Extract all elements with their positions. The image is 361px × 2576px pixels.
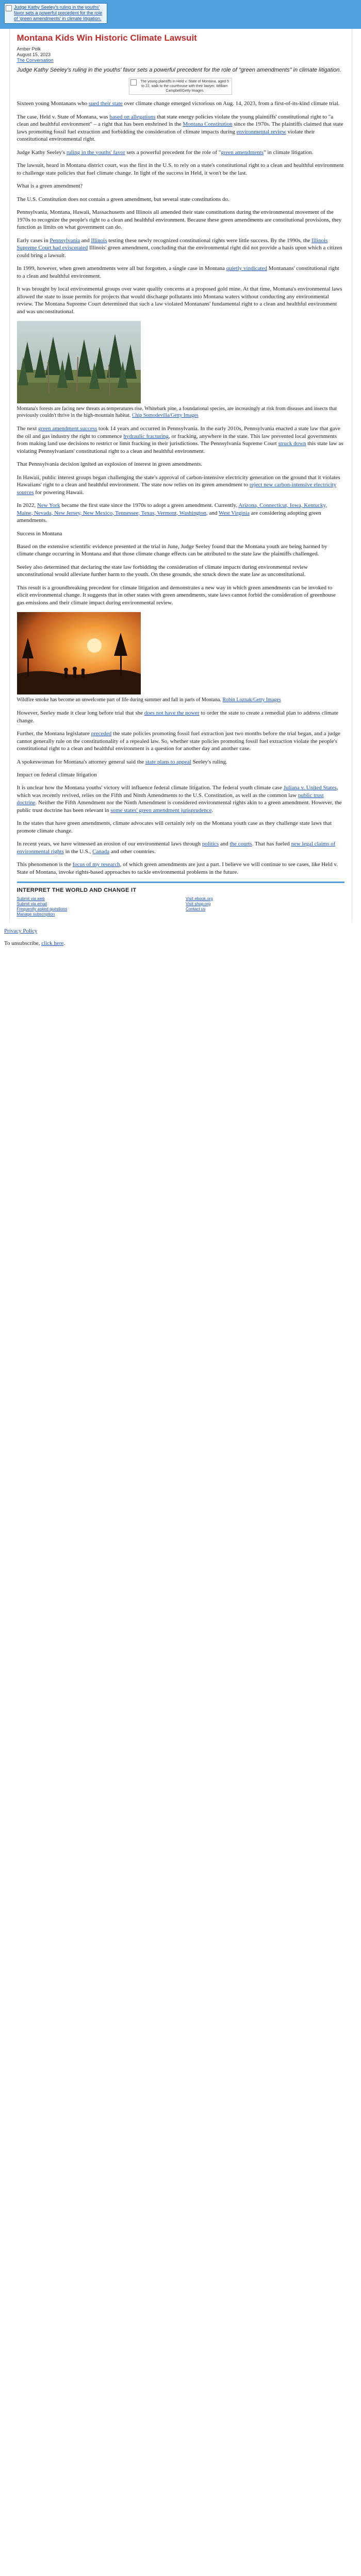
section-heading: What is a green amendment? [17, 183, 83, 189]
footer-link[interactable]: Submit via email [17, 902, 47, 906]
hero-caption: The young plaintiffs in Held v. State of Montana, aged 5 to 22, walk to the courthouse with their lawyer. William Campbell/Getty Images [140, 80, 229, 93]
photo-credit-link[interactable]: Robin Loznak/Getty Images [222, 697, 281, 703]
inline-link[interactable]: public trust doctrine [17, 792, 324, 806]
photo-caption: Wildfire smoke has become an unwelcome part of life during summer and fall in parts of Montana. Robin Loznak/Getty Images [17, 697, 281, 703]
paragraph: In Hawaii, public interest groups began challenging the state's approval of carbon-intensive electricity generation on the ground that it violates Hawaiians' right to a clean and healthful environment. The state now relies on its green amendment to reject new carbon-intensive electricity sources for powering Hawaii. [17, 474, 340, 496]
article-title: Montana Kids Win Historic Climate Lawsuit [17, 33, 197, 43]
paragraph: The next green amendment success took 14 years and occurred in Pennsylvania. In the early 2010s, Pennsylvania enacted a state law that gave the oil and gas industry the right to commence hydraulic fracturing, or fracking, anywhere in the state. This law prevented local governments from making land use decisions to restrict or limit fracking in their jurisdictions. The Pennsylvania Supreme Court struck down this state law as violating Pennsylvanians' constitutional right to a clean and healthful environment. [17, 426, 343, 454]
forest-photo-art [17, 321, 141, 403]
unsubscribe-line: To unsubscribe, click here. [4, 940, 65, 946]
publish-date: August 15, 2023 [17, 52, 51, 57]
article-container [9, 29, 352, 922]
paragraph: Judge Kathy Seeley's ruling in the youths' favor sets a powerful precedent for the role of "green amendments" in climate litigation. [17, 149, 314, 156]
inline-link[interactable]: West Virginia [218, 510, 250, 516]
paragraph: Pennsylvania, Montana, Hawaii, Massachusetts and Illinois all amended their state constitutions during the environmental movement of the 1970s to recognize the people's right to a clean and healthful environment. Because these green amendments are constitutional provisions, they function as limits on what government can do. [17, 209, 342, 230]
footer-link[interactable]: Frequently asked questions [17, 907, 68, 911]
paragraph: It was brought by local environmental groups over water quality concerns at a proposed gold mine. At that time, Montana's environmental laws allowed the state to issue permits for projects that would discharge pollutants into Montana waters without conducting any environmental review. The Montana Supreme Court determined that such a law violated Montanans' fundamental right to a clean and healthful environment and was unconstitutional. [17, 286, 342, 315]
hero-image [129, 78, 232, 95]
article-dek: Judge Kathy Seeley's ruling in the youths' favor sets a powerful precedent for the role of "green amendments" in climate litigation. [17, 67, 341, 73]
inline-link[interactable]: ruling in the youths' favor [66, 149, 125, 156]
inline-link[interactable]: state plans to appeal [145, 758, 191, 765]
paragraph: It is unclear how the Montana youths' victory will influence federal climate litigation. The federal youth climate case Juliana v. United States, which was recently revived, relies on the Fifth and Ninth Amendments to the U.S. Constitution, as well as the common law public trust doctrine. Neither the Fifth Amendment nor the Ninth Amendment is considered environmental rights akin to a green amendment. However, the public trust doctrine has been relevant in some states' green amendment jurisprudence. [17, 785, 342, 814]
inline-link[interactable]: Montana Constitution [183, 121, 233, 127]
paragraph: In 1999, however, when green amendments were all but forgotten, a single case in Montana quietly vindicated Montanans' constitutional right to a clean and healthful environment. [17, 265, 339, 279]
paragraph: The lawsuit, heard in Montana district court, was the first in the U.S. to rely on a state's constitutional right to a clean and healthful environment to challenge state policies that fuel climate change. In light of the success in Held, it won't be the last. [17, 162, 344, 176]
paragraph: In 2022, New York became the first state since the 1970s to adopt a green amendment. Currently, Arizona, Connecticut, Iowa, Kentucky, Maine, Nevada, New Jersey, New Mexico, Tennessee, Texas, Vermont, Washington, and West Virginia are considering adopting green amendments. [17, 502, 327, 523]
paragraph: This result is a groundbreaking precedent for climate litigation and demonstrates a new way in which green amendments can be invoked to elicit environmental change. It suggests that in other states with green amendments, state laws cannot forbid the consideration of greenhouse gas emissions and their climate impact during environmental review. [17, 584, 336, 606]
section-heading: Impact on federal climate litigation [17, 772, 97, 778]
footer-title: INTERPRET THE WORLD AND CHANGE IT [17, 887, 137, 893]
paragraph: In the states that have green amendments, climate advocates will certainly rely on the Montana youth case as they challenge state laws that promote climate change. [17, 820, 332, 834]
paragraph: Seeley also determined that declaring the state law forbidding the consideration of climate impacts during environmental review unconstitutional would alleviate further harm to the youth. On these grounds, she struck down the state law as unconstitutional. [17, 564, 308, 578]
paragraph: Sixteen young Montanans who sued their state over climate change emerged victorious on Aug. 14, 2023, from a first-of-its-kind climate trial. [17, 100, 340, 107]
inline-link[interactable]: based on allegations [109, 113, 156, 120]
privacy-policy-link[interactable]: Privacy Policy [4, 928, 38, 934]
footer-link[interactable]: Manage subscription [17, 912, 55, 917]
unsubscribe-link[interactable]: click here [41, 940, 64, 946]
inline-link[interactable]: green amendments [221, 149, 264, 156]
inline-link[interactable]: the courts [229, 841, 252, 847]
email-bottom [0, 922, 361, 959]
header-image-alt: Judge Kathy Seeley's ruling in the youths' favor sets a powerful precedent for the role of 'green amendments' in climate litigation. [14, 5, 103, 21]
inline-link[interactable]: struck down [278, 440, 306, 447]
paragraph: The U.S. Constitution does not contain a green amendment, but several state constitutions do. [17, 196, 229, 202]
inline-link[interactable]: reject new carbon-intensive electricity sources [17, 482, 337, 496]
forest-photo [17, 321, 141, 403]
inline-link[interactable]: new legal claims of environmental rights [17, 841, 336, 855]
footer-link[interactable]: Visit shop.org [186, 902, 211, 906]
inline-link[interactable]: quietly vindicated [226, 265, 267, 272]
inline-link[interactable]: Arizona, Connecticut, Iowa, Kentucky, Maine, Nevada, New Jersey, New Mexico, Tennessee, Texas, Vermont, Washington, [17, 502, 327, 516]
inline-link[interactable]: green amendment success [38, 426, 97, 432]
inline-link[interactable]: does not have the power [144, 710, 200, 716]
inline-link[interactable]: Illinois Supreme Court had eviscerated [17, 237, 328, 251]
inline-link[interactable]: Juliana v. United States [283, 785, 337, 791]
inline-link[interactable]: some states' green amendment jurisprudence [110, 807, 212, 814]
section-heading: Success in Montana [17, 530, 62, 537]
footer-link[interactable]: Submit via web [17, 896, 45, 901]
footer-links [17, 896, 344, 917]
paragraph: A spokeswoman for Montana's attorney general said the state plans to appeal Seeley's ruling. [17, 758, 227, 765]
photo-credit-link[interactable]: Chip Somodevilla/Getty Images [132, 413, 199, 418]
photo-caption: Montana's forests are facing new threats as temperatures rise. Whitebark pine, a foundational species, are increasingly at risk from diseases and insects that previously couldn't thrive in the high-mountain habitat. Chip Somodevilla/Getty Images [17, 406, 337, 418]
paragraph: Based on the extensive scientific evidence presented at the trial in June, Judge Seeley found that the Montana youth are being harmed by climate change occurring in Montana and that those climate change effects can be attributed to the state law the plaintiffs challenged. [17, 543, 327, 557]
broken-image-icon [130, 79, 137, 86]
paragraph: That Pennsylvania decision ignited an explosion of interest in green amendments. [17, 461, 203, 467]
inline-link[interactable]: New York [37, 502, 60, 509]
paragraph: However, Seeley made it clear long before trial that she does not have the power to order the state to create a remedial plan to address climate change. [17, 710, 339, 724]
header-image-link[interactable] [4, 3, 107, 24]
inline-link[interactable]: politics [202, 841, 219, 847]
inline-link[interactable]: sued their state [88, 100, 123, 107]
byline [17, 46, 344, 63]
paragraph: Early cases in Pennsylvania and Illinois testing these newly recognized constitutional rights were little success. By the 1990s, the Illinois Supreme Court had eviscerated Illinois' green amendment, concluding that the environmental right did not provide a basis upon which a citizen could bring a lawsuit. [17, 237, 342, 259]
paragraph: This phenomenon is the focus of my research, of which green amendments are just a part. I believe we will continue to see cases, like Held v. State of Montana, invoke rights-based approaches to tackle environmental problems in the future. [17, 861, 338, 875]
inline-link[interactable]: environmental review [236, 128, 286, 135]
footer-link[interactable]: Visit ebook.org [186, 896, 213, 901]
email-header-bar [0, 0, 361, 29]
inline-link[interactable]: focus of my research [72, 861, 120, 868]
newsletter-footer [17, 882, 344, 917]
source-link[interactable]: The Conversation [17, 58, 54, 63]
author: Amber Polk [17, 46, 41, 52]
inline-link[interactable]: preceded [91, 731, 112, 737]
inline-link[interactable]: hydraulic fracturing [123, 433, 169, 439]
inline-link[interactable]: Canada [92, 848, 110, 855]
broken-image-icon [6, 5, 12, 11]
paragraph: The case, Held v. State of Montana, was based on allegations that state energy policies violate the young plaintiffs' constitutional right to "a clean and healthful environment" – a right that has been enshrined in the Montana Constitution since the 1970s. The plaintiffs claimed that state laws promoting fossil fuel extraction and forbidding the consideration of climate impacts during environmental review violate their constitutional environmental right. [17, 113, 343, 142]
wildfire-photo [17, 612, 141, 694]
paragraph: Further, the Montana legislature preceded the state policies promoting fossil fuel extraction just two months before the trial began, and a judge cannot generally rule on the constitutionality of a repealed law. So, whether state policies promoting fossil fuel extraction violate the people's constitutional right to a clean and healthful environment is a question for another day and another case. [17, 731, 340, 752]
footer-link[interactable]: Contact us [186, 907, 206, 911]
wildfire-photo-art [17, 612, 141, 694]
inline-link[interactable]: Illinois [91, 237, 107, 244]
inline-link[interactable]: Pennsylvania [50, 237, 80, 244]
paragraph: In recent years, we have witnessed an erosion of our environmental laws through politics and the courts. That has fueled new legal claims of environmental rights in the U.S., Canada and other countries. [17, 841, 336, 855]
